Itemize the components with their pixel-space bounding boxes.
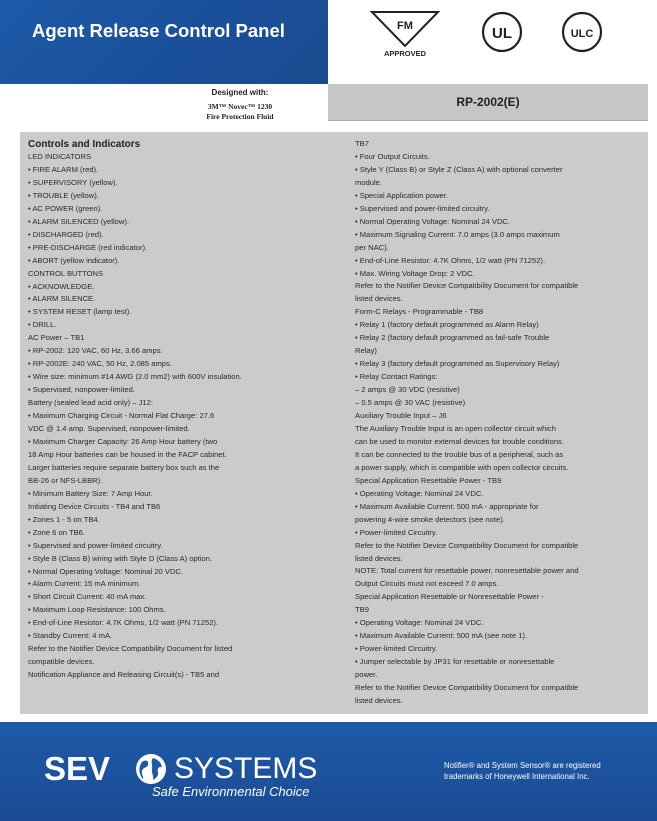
spec-line: • ACKNOWLEDGE. (28, 281, 95, 291)
spec-line: • Four Output Circuits. (355, 151, 430, 161)
spec-line: Refer to the Notifier Device Compatibility Document for compatible (355, 683, 579, 693)
model-number: RP-2002(E) (456, 95, 520, 109)
spec-line: • AC POWER (green). (28, 203, 103, 213)
ul-logo-text: UL (492, 25, 512, 42)
brand-name-prefix: SEV (44, 750, 111, 787)
spec-line: listed devices. (355, 695, 403, 705)
spec-line: • Power-limited Circuitry. (355, 644, 438, 654)
spec-line: per NAC). (355, 242, 389, 252)
fm-logo-text: FM (397, 20, 413, 32)
section-heading: Controls and Indicators (28, 139, 141, 150)
brand-name-suffix: SYSTEMS (174, 752, 318, 785)
ulc-logo-text: ULC (570, 28, 594, 40)
spec-line: AC Power – TB1 (28, 333, 85, 343)
trademark-notice (444, 760, 644, 782)
spec-line: • Maximum Charging Circuit - Normal Flat Charge: 27.6 (28, 411, 215, 421)
spec-line: • DISCHARGED (red). (28, 229, 104, 239)
title-banner (0, 0, 328, 84)
spec-line: – 2 amps @ 30 VDC (resistive) (355, 385, 460, 395)
spec-line: • SUPERVISORY (yellow). (28, 177, 118, 187)
spec-line: • TROUBLE (yellow). (28, 190, 99, 200)
ulc-logo (560, 10, 604, 54)
spec-column-right (355, 138, 645, 708)
spec-line: Special Application Resettable or Nonresettable Power - (355, 592, 544, 602)
spec-line: • ALARM SILENCED (yellow). (28, 216, 129, 226)
spec-line: • ABORT (yellow indicator). (28, 255, 120, 265)
page-title: Agent Release Control Panel (32, 20, 285, 41)
spec-line: TB7 (355, 139, 369, 148)
spec-line: • ALARM SILENCE. (28, 294, 96, 304)
spec-line: • Maximum Available Current: 500 mA (see note 1). (355, 631, 528, 641)
spec-line: • Alarm Current: 15 mA minimum. (28, 579, 141, 589)
model-banner (328, 84, 648, 121)
spec-line: • Zone 6 on TB6. (28, 527, 85, 537)
spec-line: • Zones 1 - 5 on TB4. (28, 514, 100, 524)
product-line-1: 3M™ Novec™ 1230 (207, 102, 273, 111)
spec-line: • Max. Wiring Voltage Drop: 2 VDC. (355, 268, 475, 278)
spec-line: • Special Application power. (355, 190, 448, 200)
spec-line: Form-C Relays - Programmable - TB8 (355, 307, 484, 317)
spec-line: • Short Circuit Current: 40 mA max. (28, 592, 147, 602)
spec-line: • End-of-Line Resistor: 4.7K Ohms, 1/2 watt (PN 71252). (28, 618, 219, 628)
spec-line: • Operating Voltage: Nominal 24 VDC. (355, 488, 484, 498)
globe-icon (134, 752, 168, 786)
spec-line: compatible devices. (28, 657, 95, 667)
spec-line: Initiating Device Circuits - TB4 and TB6 (28, 501, 161, 511)
spec-line: • Minimum Battery Size: 7 Amp Hour. (28, 488, 153, 498)
spec-line: • Relay Contact Ratings: (355, 372, 438, 382)
spec-column-left (28, 138, 348, 682)
spec-line: NOTE: Total current for resettable power, nonresettable power and (355, 566, 579, 576)
spec-line: Refer to the Notifier Device Compatibility Document for listed (28, 644, 233, 654)
spec-line: • Supervised, nonpower-limited. (28, 385, 135, 395)
spec-line: LED INDICATORS (28, 152, 92, 161)
spec-line: – 0.5 amps @ 30 VAC (resistive) (355, 398, 466, 408)
spec-line: can be used to monitor external devices for trouble conditions. (355, 436, 564, 446)
spec-line: 18 Amp Hour batteries can be housed in the FACP cabinet. (28, 449, 227, 459)
spec-line: listed devices. (355, 294, 403, 304)
designed-with-label: Designed with: (211, 88, 269, 97)
spec-line: • Style B (Class B) wiring with Style D (Class A) option. (28, 553, 213, 563)
spec-line: The Auxiliary Trouble Input is an open collector circuit which (355, 423, 556, 433)
spec-line: • PRE-DISCHARGE (red indicator). (28, 242, 148, 252)
spec-line: Output Circuits must not exceed 7.0 amps. (355, 579, 499, 589)
certification-logos (360, 6, 650, 60)
fm-approved-logo (370, 10, 440, 58)
spec-line: • Relay 1 (factory default programmed as Alarm Relay) (355, 320, 539, 330)
spec-line: • End-of-Line Resistor: 4.7K Ohms, 1/2 watt (PN 71252). (355, 255, 546, 265)
spec-line: • Standby Current: 4 mA. (28, 631, 113, 641)
spec-line: • SYSTEM RESET (lamp test). (28, 307, 132, 317)
spec-line: VDC @ 1.4 amp. Supervised, nonpower-limited. (28, 424, 190, 434)
spec-line: • Maximum Available Current: 500 mA - appropriate for (355, 501, 539, 511)
spec-line: • Relay 3 (factory default programmed as Supervisory Relay) (355, 359, 560, 369)
spec-line: • Wire size: minimum #14 AWG (2.0 mm2) with 600V insulation. (28, 372, 242, 382)
spec-line: module. (355, 177, 383, 187)
spec-line: listed devices. (355, 553, 403, 563)
spec-line: It can be connected to the trouble bus of a peripheral, such as (355, 449, 564, 459)
spec-line: a power supply, which is compatible with open collector circuits. (355, 462, 569, 472)
spec-line: • Maximum Loop Resistance: 100 Ohms. (28, 605, 166, 615)
ul-logo (480, 10, 524, 54)
spec-line: powering 4-wire smoke detectors (see note). (355, 514, 505, 524)
spec-line: • Power-limited Circuitry. (355, 527, 438, 537)
spec-line: Relay) (355, 346, 377, 356)
tagline: Safe Environmental Choice (152, 784, 310, 799)
spec-line: • Supervised and power-limited circuitry. (28, 540, 163, 550)
spec-line: Auxiliary Trouble Input – J6 (355, 411, 447, 421)
product-line-2: Fire Protection Fluid (206, 112, 274, 121)
spec-line: Refer to the Notifier Device Compatibility Document for compatible (355, 281, 579, 291)
spec-panel (20, 132, 648, 714)
spec-line: Refer to the Notifier Device Compatibility Document for compatible (355, 540, 579, 550)
spec-line: • Normal Operating Voltage: Nominal 20 VDC. (28, 566, 184, 576)
trademark-line-1: Notifier® and System Sensor® are registered (444, 761, 601, 770)
spec-line: • Operating Voltage: Nominal 24 VDC. (355, 618, 484, 628)
spec-line: Larger batteries require separate battery box such as the (28, 462, 220, 472)
spec-line: Notification Appliance and Releasing Circuit(s) - TB5 and (28, 670, 220, 680)
spec-line: • Style Y (Class B) or Style Z (Class A) with optional converter (355, 164, 563, 174)
spec-line: • Normal Operating Voltage: Nominal 24 VDC. (355, 216, 511, 226)
spec-line: BB-26 or NFS-LBBR). (28, 475, 103, 485)
designed-with-product (160, 102, 320, 122)
spec-line: power. (355, 670, 378, 680)
spec-line: • Supervised and power-limited circuitry. (355, 203, 490, 213)
spec-line: • Jumper selectable by JP31 for resettable or nonresettable (355, 657, 555, 667)
spec-line: • Maximum Charger Capacity: 26 Amp Hour battery (two (28, 436, 218, 446)
designed-with (160, 88, 320, 122)
spec-line: Special Application Resettable Power - TB9 (355, 475, 502, 485)
spec-line: • DRILL. (28, 320, 57, 330)
spec-line: TB9 (355, 605, 369, 615)
spec-line: • RP-2002E: 240 VAC, 50 Hz, 2.085 amps. (28, 359, 172, 369)
spec-line: • Relay 2 (factory default programmed as fail-safe Trouble (355, 333, 550, 343)
spec-line: Battery (sealed lead acid only) – J12: (28, 398, 153, 408)
trademark-line-2: trademarks of Honeywell International Inc. (444, 772, 590, 781)
spec-line: • Maximum Signaling Current: 7.0 amps (3.0 amps maximum (355, 229, 560, 239)
spec-line: CONTROL BUTTONS (28, 268, 104, 278)
spec-line: • FIRE ALARM (red). (28, 164, 99, 174)
footer (0, 722, 657, 821)
spec-line: • RP-2002: 120 VAC, 60 Hz, 3.66 amps. (28, 346, 163, 356)
fm-logo-subtext: APPROVED (383, 49, 427, 58)
